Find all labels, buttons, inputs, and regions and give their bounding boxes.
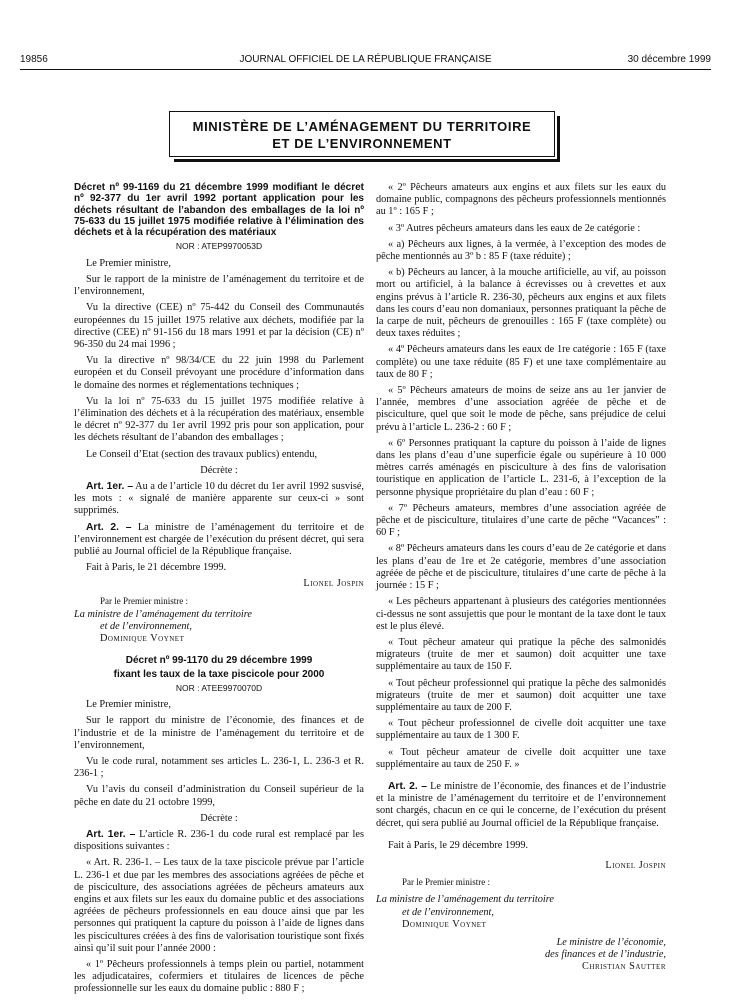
- decree2-rate-para: « Tout pêcheur amateur qui pratique la pêche des salmonidés migrateurs (truite de mer et saumon) doit acquitter une taxe supplémentaire au taux de 150 F.: [376, 636, 666, 673]
- decree2-minister2-line-1: Le ministre de l’économie,: [556, 936, 666, 948]
- decree1-para: Le Conseil d’Etat (section des travaux publics) entendu,: [86, 448, 318, 460]
- decree1-minister-line-2: et de l’environnement,: [100, 620, 192, 632]
- article-text: La ministre de l’aménagement du territoire et de l’environnement est chargée de l’exécution du présent décret, qui sera publié au Journal officiel de la République française.: [74, 521, 365, 557]
- decree2-minister2-line-2: des finances et de l’industrie,: [545, 949, 666, 961]
- decree2-article-1: [74, 829, 364, 853]
- decree2-minister1-line-2: et de l’environnement,: [402, 906, 494, 918]
- decree2-article-2: [376, 781, 666, 830]
- decree2-rate-para: « 8º Pêcheurs amateurs dans les cours d’eau de 2e catégorie et dans les plans d’eau de 1re et 2e catégorie, membres d’une association agréée de pêche et de pisciculture, titulaires d’une carte de pêche à la journée : 15 F ;: [376, 543, 666, 592]
- decree1-article-2: [74, 522, 364, 559]
- journal-title: JOURNAL OFFICIEL DE LA RÉPUBLIQUE FRANÇAISE: [239, 54, 492, 65]
- header-rule: [20, 69, 711, 70]
- decree1-signer: Lionel Jospin: [303, 578, 364, 590]
- decree2-item-1: « 1º Pêcheurs professionnels à temps plein ou partiel, notamment les adjudicataires, cofermiers et titulaires de licences de pêche professionnelle sur les eaux du domaine public : 880 F ;: [74, 959, 364, 995]
- decree1-article-1: [74, 481, 364, 518]
- article-label: Art. 1er. –: [86, 829, 136, 840]
- decree2-by-pm: Par le Premier ministre :: [402, 877, 490, 888]
- left-column: [74, 182, 364, 1000]
- decree1-para: Vu la directive (CEE) nº 75-442 du Conseil des Communautés européennes du 15 juillet 1975 relative aux déchets, modifiée par la directive (CEE) nº 91-156 du 18 mars 1991 et par la décision (CE) nº 96-350 du 24 mai 1996 ;: [74, 302, 364, 350]
- decree2-para: Vu le code rural, notamment ses articles L. 236-1, L. 236-3 et R. 236-1 ;: [74, 755, 364, 780]
- issue-date: 30 décembre 1999: [627, 54, 711, 65]
- article-label: Art. 2. –: [86, 521, 132, 533]
- decree2-rate-para: « 6º Personnes pratiquant la capture du poisson à l’aide de lignes dans les plans d’eau d’une superficie égale ou supérieure à 10 000 mètres carrés aménagés en pisciculture à des fins de valorisation touristique en application de l’article L. 231-6, à l’exception de la personne physique propriétaire du plan d’eau : 60 F ;: [376, 437, 666, 498]
- decree2-nor: NOR : ATEE9970070D: [175, 682, 263, 693]
- ministry-heading: [169, 111, 555, 157]
- ministry-line-2: ET DE L’ENVIRONNEMENT: [272, 136, 452, 151]
- decree2-rate-para: « Tout pêcheur professionnel qui pratique la pêche des salmonidés migrateurs (truite de mer et saumon) doit acquitter une taxe supplémentaire au taux de 200 F.: [376, 677, 666, 713]
- decree2-rate-para: « Tout pêcheur professionnel de civelle doit acquitter une taxe supplémentaire au taux de 1 300 F.: [376, 718, 666, 742]
- decree2-done: Fait à Paris, le 29 décembre 1999.: [388, 839, 529, 851]
- ministry-line-1: MINISTÈRE DE L’AMÉNAGEMENT DU TERRITOIRE: [192, 119, 532, 134]
- decree1-para: Le Premier ministre,: [86, 257, 171, 269]
- decree2-rate-para: « a) Pêcheurs aux lignes, à la vermée, à l’exception des modes de pêche mentionnés au 3º b : 85 F (taxe réduite) ;: [376, 238, 666, 263]
- decree2-rate-para: « 2º Pêcheurs amateurs aux engins et aux filets sur les eaux du domaine public, compagnons des pêcheurs professionnels mentionnés au 1º : 165 F ;: [376, 182, 666, 218]
- decree2-title-line-2: fixant les taux de la taxe piscicole pour 2000: [113, 668, 325, 680]
- right-column: [376, 182, 666, 974]
- decree2-title-line-1: Décret nº 99-1170 du 29 décembre 1999: [125, 655, 313, 667]
- decree2-minister1-name: Dominique Voynet: [402, 918, 487, 930]
- article-text: Au a de l’article 10 du décret du 1er avril 1992 susvisé, les mots : « signalé de manière apparente sur ceux-ci » sont supprimés.: [74, 480, 364, 517]
- decree2-decrete: Décrète :: [200, 812, 238, 824]
- decree2-rate-para: « 4º Pêcheurs amateurs dans les eaux de 1re catégorie : 165 F (taxe complète) ou une taxe réduite (85 F) et une taxe complémentaire au taux de 80 F ;: [376, 344, 666, 380]
- decree2-para: Le Premier ministre,: [86, 699, 171, 711]
- decree1-minister-name: Dominique Voynet: [100, 633, 185, 645]
- page-header: [20, 54, 711, 68]
- decree2-minister1-line-1: La ministre de l’aménagement du territoire: [376, 894, 554, 906]
- decree2-signer: Lionel Jospin: [605, 859, 666, 871]
- decree2-para: Vu l’avis du conseil d’administration du Conseil supérieur de la pêche en date du 21 octobre 1999,: [74, 784, 364, 808]
- decree2-quote-intro: « Art. R. 236-1. – Les taux de la taxe piscicole prévue par l’article L. 236-1 et due par les membres des associations agréées de pêche et de pisciculture, des associations agréées de pêcheurs amateurs aux engins et aux filets sur les eaux du domaine public et des associations agréées de pêcheurs professionnels en eau douce ainsi que par les personnes qui pratiquent la capture du poisson à l’aide de lignes dans les piscicultures créées à des fins de valorisation touristique sont fixés ainsi qu’il suit pour l’année 2000 :: [74, 857, 364, 954]
- article-text: L’article R. 236-1 du code rural est remplacé par les dispositions suivantes :: [74, 829, 364, 853]
- decree1-done: Fait à Paris, le 21 décembre 1999.: [86, 562, 227, 574]
- decree2-minister2-name: Christian Sautter: [582, 961, 666, 973]
- decree2-rate-para: « Tout pêcheur amateur de civelle doit acquitter une taxe supplémentaire au taux de 250 F. »: [376, 746, 666, 770]
- decree1-para: Sur le rapport de la ministre de l’aménagement du territoire et de l’environnement,: [74, 273, 364, 298]
- decree1-para: Vu la directive nº 98/34/CE du 22 juin 1998 du Parlement européen et du Conseil prévoyant une procédure d’information dans le domaine des normes et réglementations techniques ;: [74, 355, 364, 391]
- decree1-by-pm: Par le Premier ministre :: [100, 595, 188, 606]
- decree1-nor: NOR : ATEP9970053D: [175, 241, 263, 252]
- decree1-para: Vu la loi nº 75-633 du 15 juillet 1975 modifiée relative à l’élimination des déchets et à la récupération des matériaux, ensemble le décret nº 92-377 du 1er avril 1992 pris pour son application, pour les déchets résultant de l’abandon des emballages ;: [74, 395, 364, 444]
- decree1-decrete: Décrète :: [200, 464, 238, 476]
- article-label: Art. 2. –: [388, 780, 427, 792]
- decree1-title: Décret nº 99-1169 du 21 décembre 1999 modifiant le décret nº 92-377 du 1er avril 1992 portant application pour les déchets résultant de l’abandon des emballages de la loi nº 75-633 du 15 juillet 1975 modifiée relative à l’élimination des déchets et à la récupération des matériaux: [74, 182, 364, 239]
- decree1-minister-line-1: La ministre de l’aménagement du territoire: [74, 608, 252, 620]
- decree2-rate-para: « 5º Pêcheurs amateurs de moins de seize ans au 1er janvier de l’année, membres d’une association agréée de pêche et de pisciculture, quel que soit le mode de pêche, sans préjudice de celui prévu à l’article L. 236-2 : 60 F ;: [376, 385, 666, 433]
- decree2-rate-para: « 3º Autres pêcheurs amateurs dans les eaux de 2e catégorie :: [388, 222, 641, 234]
- article-text: Le ministre de l’économie, des finances et de l’industrie et la ministre de l’aménagement du territoire et de l’environnement sont chargés, chacun en ce qui le concerne, de l’exécution du présent décret, qui sera publié au Journal officiel de la République française.: [376, 780, 666, 829]
- article-label: Art. 1er. –: [86, 480, 134, 492]
- decree2-rate-para: « Les pêcheurs appartenant à plusieurs des catégories mentionnées ci-dessus ne sont assujettis que pour le montant de la taxe dont le taux est le plus élevé.: [376, 596, 666, 632]
- page-number: 19856: [20, 54, 48, 65]
- decree2-rate-para: « b) Pêcheurs au lancer, à la mouche artificielle, au vif, au poisson mort ou artificiel, à la balance à écrevisses ou à crevettes et aux engins prévus à l’article R. 236-30, pêcheurs aux engins et aux filets dans les cours d’eau non domaniaux, personnes pratiquant la pêche de la carpe de nuit, pêcheurs de grenouilles : 165 F (taxe complète) ou deux taxes réduites ;: [376, 267, 666, 340]
- decree2-para: Sur le rapport du ministre de l’économie, des finances et de l’industrie et de la ministre de l’aménagement du territoire et de l’environnement,: [74, 715, 364, 751]
- decree2-rate-para: « 7º Pêcheurs amateurs, membres d’une association agréée de pêche et de pisciculture, titulaires d’une carte de pêche “Vacances” : 60 F ;: [376, 502, 666, 539]
